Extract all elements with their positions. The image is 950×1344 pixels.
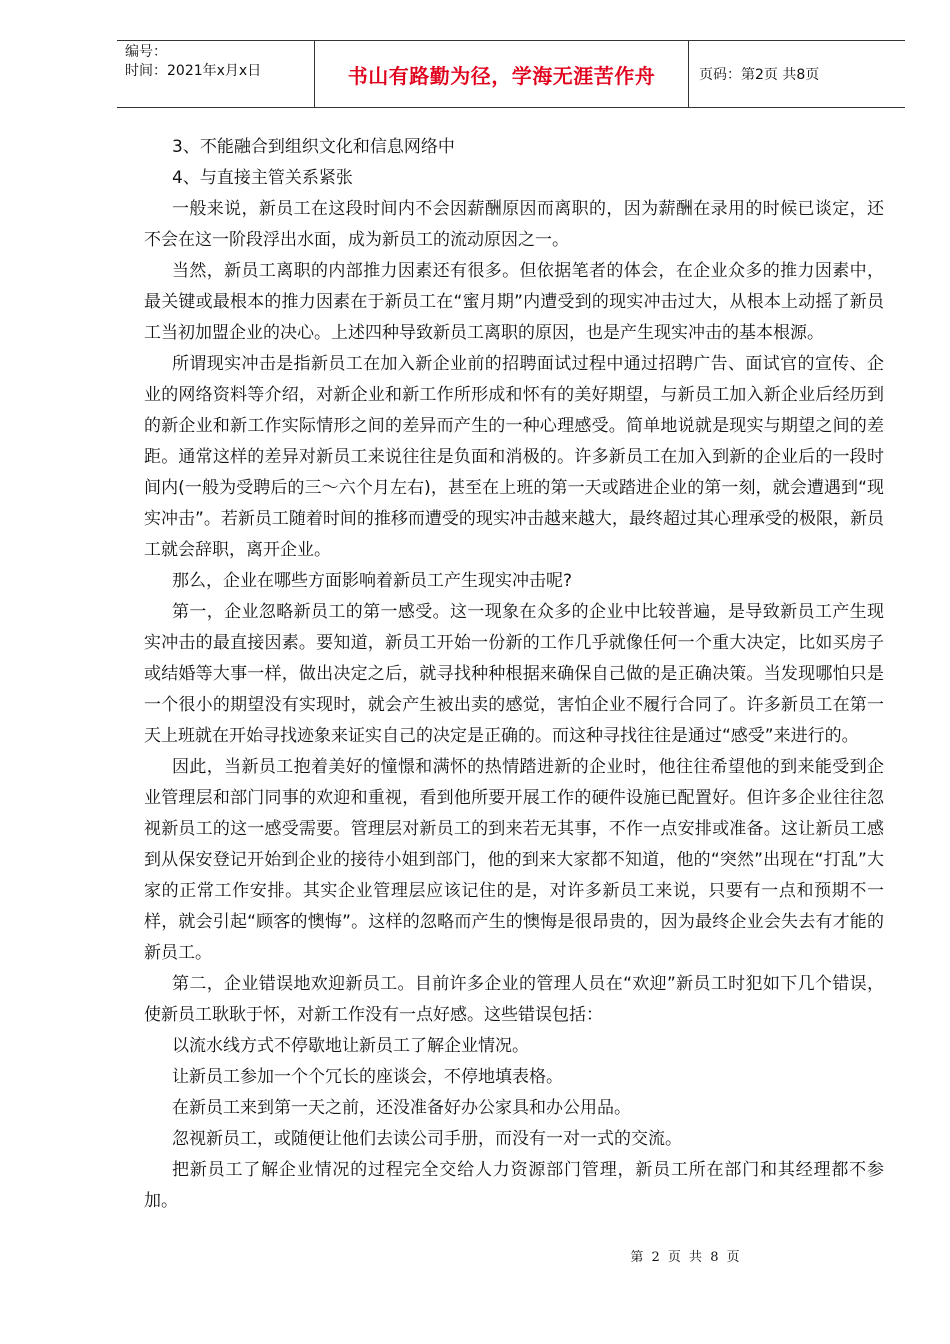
paragraph: 4、与直接主管关系紧张 (172, 168, 353, 188)
page-header (117, 40, 905, 108)
list-item: 在新员工来到第一天之前，还没准备好办公家具和办公用品。 (172, 1098, 631, 1118)
paragraph: 3、不能融合到组织文化和信息网络中 (172, 137, 455, 157)
paragraph: 因此，当新员工抱着美好的憧憬和满怀的热情踏进新的企业时，他往往希望他的到来能受到企业管理层和部门同事的欢迎和重视，看到他所要开展工作的硬件设施已配置好。但许多企业往往忽视新员工的这一感受需要。管理层对新员工的到来若无其事，不作一点安排或准备。这让新员工感到从保安登记开始到企业的接待小姐到部门，他的到来大家都不知道，他的“突然”出现在“打乱”大家的正常工作安排。其实企业管理层应该记住的是，对许多新员工来说，只要有一点和预期不一样，就会引起“顾客的懊悔”。这样的忽略而产生的懊悔是很昂贵的，因为最终企业会失去有才能的新员工。 (144, 757, 884, 963)
list-item: 以流水线方式不停歇地让新员工了解企业情况。 (172, 1036, 529, 1056)
list-item: 让新员工参加一个个冗长的座谈会，不停地填表格。 (172, 1067, 563, 1087)
paragraph: 所谓现实冲击是指新员工在加入新企业前的招聘面试过程中通过招聘广告、面试官的宣传、企业的网络资料等介绍，对新企业和新工作所形成和怀有的美好期望，与新员工加入新企业后经历到的新企业和新工作实际情形之间的差异而产生的一种心理感受。简单地说就是现实与期望之间的差距。通常这样的差异对新员工来说往往是负面和消极的。许多新员工在加入到新的企业后的一段时间内(一般为受聘后的三～六个月左右)，甚至在上班的第一天或踏进企业的第一刻，就会遭遇到“现实冲击”。若新员工随着时间的推移而遭受的现实冲击越来越大，最终超过其心理承受的极限，新员工就会辞职，离开企业。 (144, 354, 884, 560)
document-body (144, 132, 884, 1217)
header-motto: 书山有路勤为径，学海无涯苦作舟 (315, 41, 689, 107)
code-label: 编号： (125, 44, 167, 60)
list-item: 把新员工了解企业情况的过程完全交给人力资源部门管理，新员工所在部门和其经理都不参加。 (144, 1160, 884, 1211)
header-meta (117, 41, 315, 107)
header-page-label: 页码：第2页 共8页 (699, 67, 820, 83)
paragraph: 第二，企业错误地欢迎新员工。目前许多企业的管理人员在“欢迎”新员工时犯如下几个错误，使新员工耿耿于怀，对新工作没有一点好感。这些错误包括： (144, 974, 884, 1025)
list-item: 忽视新员工，或随便让他们去读公司手册，而没有一对一式的交流。 (172, 1129, 682, 1149)
paragraph: 第一，企业忽略新员工的第一感受。这一现象在众多的企业中比较普遍，是导致新员工产生现实冲击的最直接因素。要知道，新员工开始一份新的工作几乎就像任何一个重大决定，比如买房子或结婚等大事一样，做出决定之后，就寻找种种根据来确保自己做的是正确决策。当发现哪怕只是一个很小的期望没有实现时，就会产生被出卖的感觉，害怕企业不履行合同了。许多新员工在第一天上班就在开始寻找迹象来证实自己的决定是正确的。而这种寻找往往是通过“感受”来进行的。 (144, 602, 884, 746)
page-footer: 第 2 页 共 8 页 (630, 1250, 742, 1265)
paragraph: 那么，企业在哪些方面影响着新员工产生现实冲击呢? (172, 571, 573, 591)
paragraph: 一般来说，新员工在这段时间内不会因薪酬原因而离职的，因为薪酬在录用的时候已谈定，还不会在这一阶段浮出水面，成为新员工的流动原因之一。 (144, 199, 884, 250)
paragraph: 当然，新员工离职的内部推力因素还有很多。但依据笔者的体会，在企业众多的推力因素中，最关键或最根本的推力因素在于新员工在“蜜月期”内遭受到的现实冲击过大，从根本上动摇了新员工当初加盟企业的决心。上述四种导致新员工离职的原因，也是产生现实冲击的基本根源。 (144, 261, 884, 343)
time-label: 时间：2021年x月x日 (125, 63, 262, 79)
